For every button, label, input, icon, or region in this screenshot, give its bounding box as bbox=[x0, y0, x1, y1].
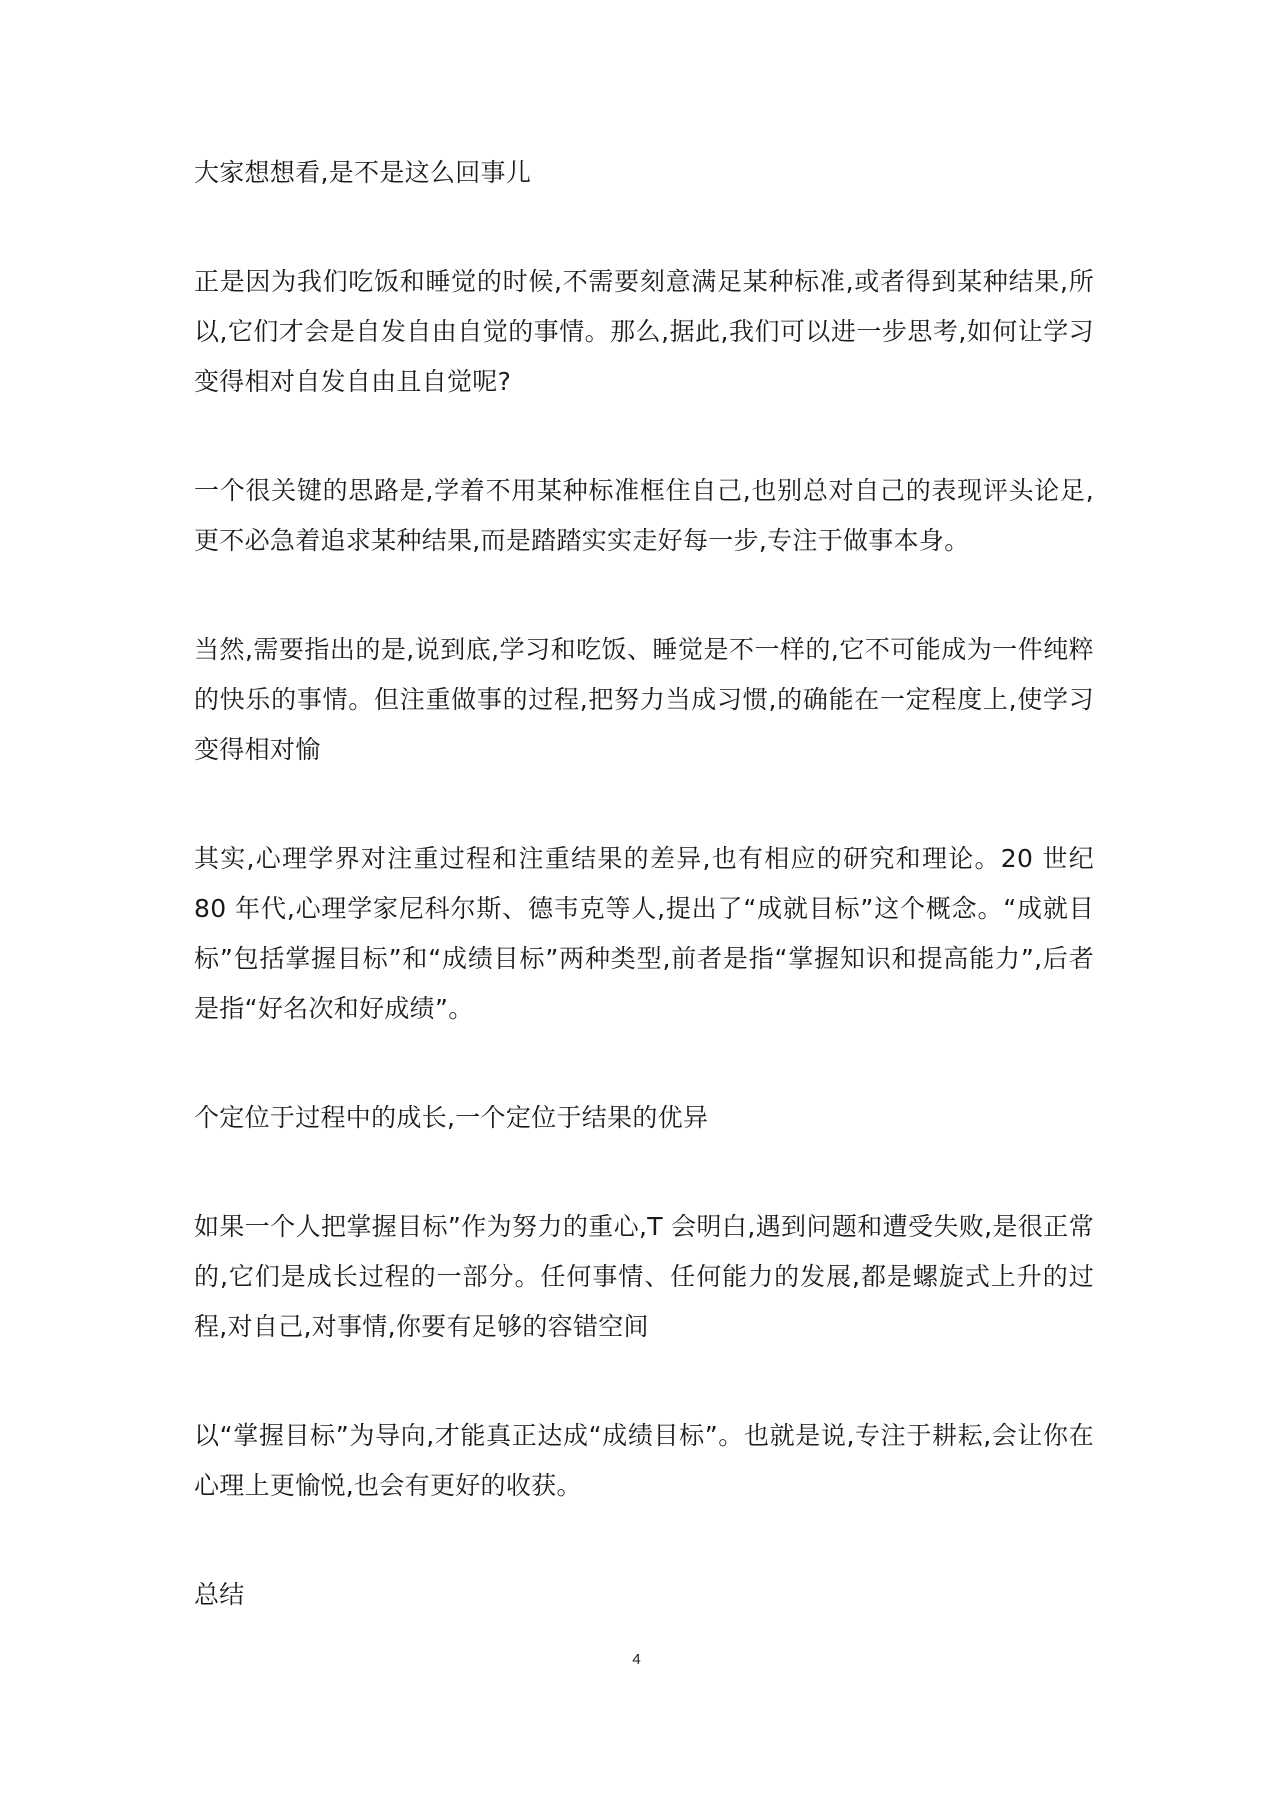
paragraph: 其实,心理学界对注重过程和注重结果的差异,也有相应的研究和理论。20 世纪 80 年代,心理学家尼科尔斯、德韦克等人,提出了“成就目标”这个概念。“成就目标”包括掌握目标”和“成绩目标”两种类型,前者是指“掌握知识和提高能力”,后者是指“好名次和好成绩”。 bbox=[194, 844, 1094, 1023]
page-number: 4 bbox=[632, 1651, 641, 1668]
paragraph: 大家想想看,是不是这么回事儿 bbox=[194, 158, 532, 187]
document-body bbox=[194, 148, 1094, 1679]
paragraph: 当然,需要指出的是,说到底,学习和吃饭、睡觉是不一样的,它不可能成为一件纯粹的快乐的事情。但注重做事的过程,把努力当成习惯,的确能在一定程度上,使学习变得相对愉 bbox=[194, 635, 1094, 764]
paragraph: 正是因为我们吃饭和睡觉的时候,不需要刻意满足某种标准,或者得到某种结果,所以,它们才会是自发自由自觉的事情。那么,据此,我们可以进一步思考,如何让学习变得相对自发自由且自觉呢? bbox=[194, 267, 1094, 396]
paragraph: 如果一个人把掌握目标”作为努力的重心,T 会明白,遇到问题和遭受失败,是很正常的,它们是成长过程的一部分。任何事情、任何能力的发展,都是螺旋式上升的过程,对自己,对事情,你要有足够的容错空间 bbox=[194, 1212, 1094, 1341]
section-heading: 总结 bbox=[194, 1580, 245, 1609]
paragraph: 以“掌握目标”为导向,才能真正达成“成绩目标”。也就是说,专注于耕耘,会让你在心理上更愉悦,也会有更好的收获。 bbox=[194, 1421, 1094, 1500]
paragraph: 个定位于过程中的成长,一个定位于结果的优异 bbox=[194, 1103, 709, 1132]
paragraph: 一个很关键的思路是,学着不用某种标准框住自己,也别总对自己的表现评头论足,更不必急着追求某种结果,而是踏踏实实走好每一步,专注于做事本身。 bbox=[194, 476, 1094, 555]
